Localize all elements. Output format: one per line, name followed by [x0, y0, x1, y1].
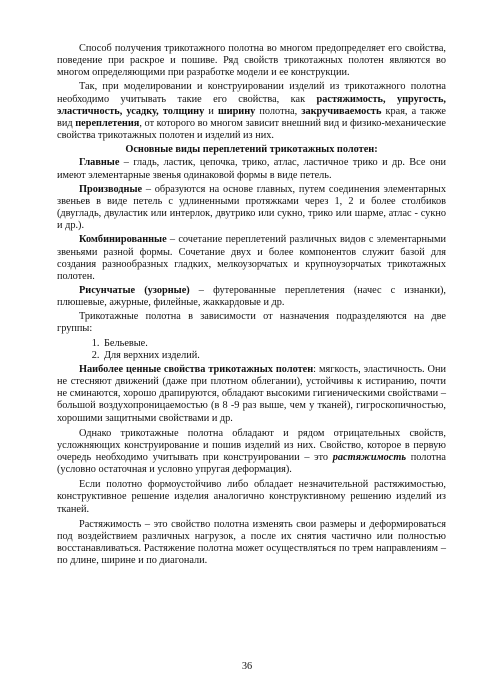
paragraph-derived-weaves: Производные – образуются на основе главных, путем соединения элементарных звеньев в виде петель с удлиненными протяжками через 1, 2 и более столбиков (двугладь, двуластик или интерлок, двутрико или сукно, трико или шарме, атлас - сукно и др.). — [57, 183, 446, 232]
paragraph-groups: Трикотажные полотна в зависимости от назначения подразделяются на две группы: — [57, 311, 446, 335]
term-stretchability: растяжимость — [332, 452, 407, 463]
bold-weave: переплетения — [75, 117, 140, 129]
body-text — [57, 43, 446, 567]
term-main: Главные — [79, 157, 120, 169]
bold-properties-list: растяжимость, упругость, эластичность, усадку, толщину — [57, 93, 446, 117]
paragraph-combined-weaves: Комбинированные – сочетание переплетений различных видов с элементарными звеньями разной формы. Сочетание двух и более компонентов служит базой для создания разнообразных гладких, мелкоузорчатых и крупноузорчатых трикотажных полотен. — [57, 234, 446, 282]
paragraph-patterned-weaves: Рисунчатые (узорные) – футерованные переплетения (начес с изнанки), плюшевые, ажурные, филейные, жаккардовые и др. — [57, 284, 446, 309]
term-patterned: Рисунчатые (узорные) — [79, 284, 190, 296]
paragraph-intro: Способ получения трикотажного полотна во многом предопределяет его свойства, поведение при раскрое и пошиве. Ряд свойств трикотажных полотен являются во многом определяющими при разработке модели и ее конструкции. — [57, 43, 446, 79]
list-item: 2. Для верхних изделий. — [102, 350, 446, 362]
section-heading: Основные виды переплетений трикотажных полотен: — [125, 144, 378, 156]
paragraph-properties: Так, при моделировании и конструировании изделий из трикотажного полотна необходимо учитывать такие его свойства, как растяжимость, упругость, эластичность, усадку, толщину и ширину полотна, закручиваемость края, а также вид переплетения, от которого во многом зависит внешний вид и физико-механические свойства трикотажных полотен и изделий из них. — [57, 81, 446, 142]
paragraph-valuable-properties: Наиболее ценные свойства трикотажных полотен: мягкость, эластичность. Они не стесняют движений (даже при плотном облегании), устойчивы к истиранию, почти не сминаются, хорошо драпируются, обладают высокими гигиеническими свойствами – большой воздухопроницаемостью (в 8 -9 раз выше, чем у тканей), гигроскопичностью, хорошими защитными свойствами и др. — [57, 363, 447, 424]
bold-width: ширину — [217, 105, 256, 117]
paragraph-stretch-definition: Растяжимость – это свойство полотна изменять свои размеры и деформироваться под воздействием различных нагрузок, а после их снятия частично или полностью восстанавливаться. Растяжение полотна может осуществляться по трем направлениям – по длине, ширине и по диагонали. — [57, 518, 446, 567]
term-derived: Производные — [79, 183, 143, 195]
paragraph-main-weaves: Главные – гладь, ластик, цепочка, трико, атлас, ластичное трико и др. Все они имеют элементарные звенья одинаковой формы в виде петель. — [57, 157, 446, 181]
term-valuable-properties: Наиболее ценные свойства трикотажных полотен — [79, 363, 314, 375]
term-combined: Комбинированные — [79, 234, 167, 246]
groups-list — [57, 338, 446, 362]
paragraph-shape-stable: Если полотно формоустойчиво либо обладает незначительной растяжимостью, конструктивное решение изделия аналогично конструктивному решению изделий из тканей. — [57, 479, 446, 515]
list-item: 1. Бельевые. — [102, 338, 446, 350]
paragraph-negative-properties: Однако трикотажные полотна обладают и рядом отрицательных свойств, усложняющих конструирование и пошив изделий из них. Свойство, которое в первую очередь необходимо учитывать при конструировании – это растяжимость полотна (условно остаточная и условно упругая деформация). — [57, 427, 446, 476]
bold-curling: закручиваемость — [301, 105, 382, 117]
page-number: 36 — [241, 661, 253, 672]
